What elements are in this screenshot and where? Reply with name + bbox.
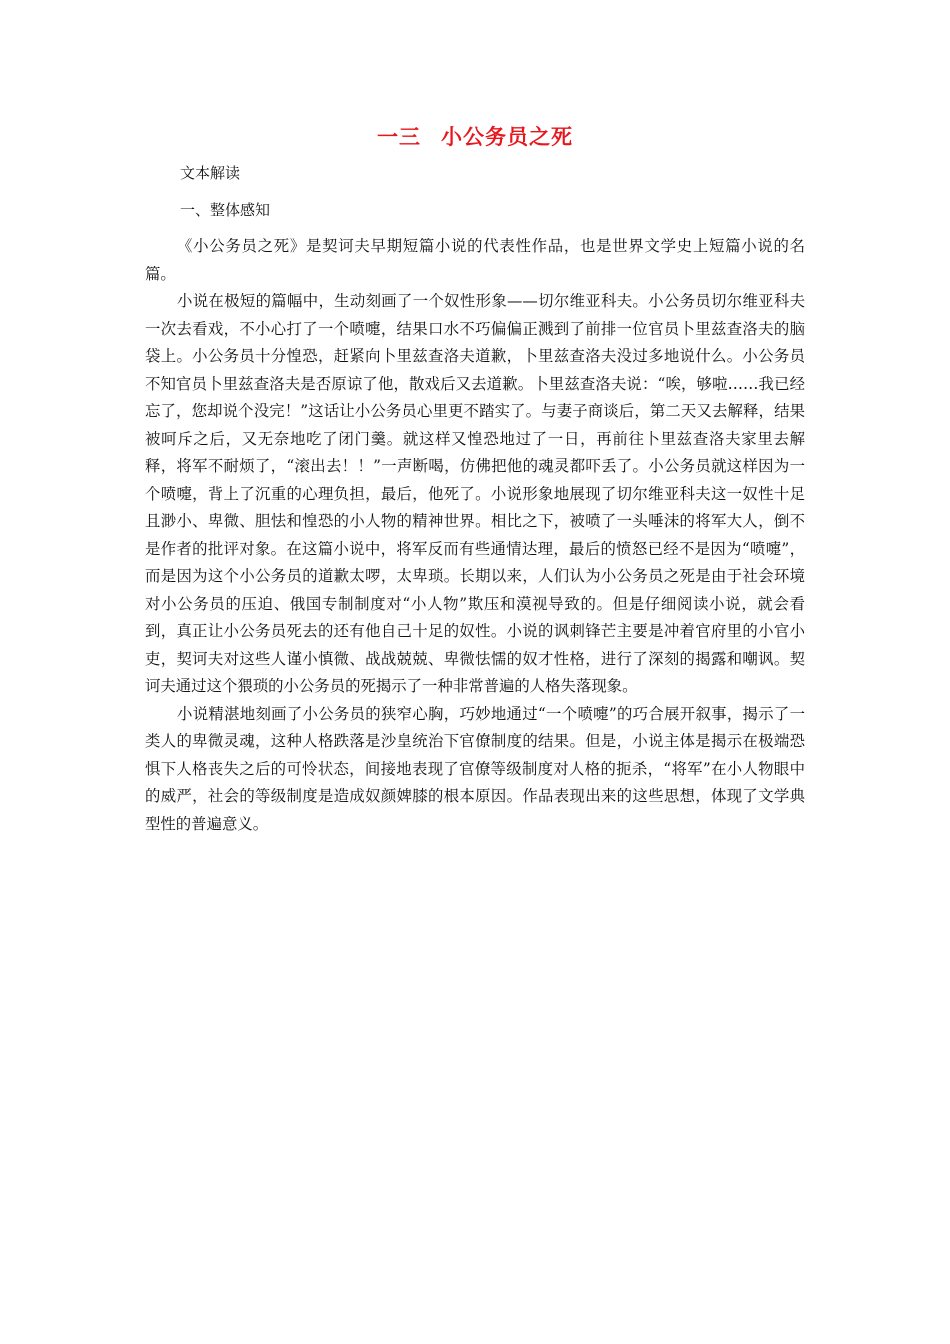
subsection-heading: 一、整体感知 <box>180 201 271 219</box>
section-heading: 文本解读 <box>180 164 241 182</box>
lesson-number: 一三 <box>377 125 421 149</box>
document-title <box>0 122 950 152</box>
paragraph-2: 小说在极短的篇幅中，生动刻画了一个奴性形象——切尔维亚科夫。小公务员切尔维亚科夫一次去看戏，不小心打了一个喷嚏，结果口水不巧偏偏正溅到了前排一位官员卜里兹查洛夫的脑袋上。小公务员十分惶恐，赶紧向卜里兹查洛夫道歉，卜里兹查洛夫没过多地说什么。小公务员不知官员卜里兹查洛夫是否原谅了他，散戏后又去道歉。卜里兹查洛夫说：“唉，够啦……我已经忘了，您却说个没完！”这话让小公务员心里更不踏实了。与妻子商谈后，第二天又去解释，结果被呵斥之后，又无奈地吃了闭门羹。就这样又惶恐地过了一日，再前往卜里兹查洛夫家里去解释，将军不耐烦了，“滚出去！！”一声断喝，仿佛把他的魂灵都吓丢了。小公务员就这样因为一个喷嚏，背上了沉重的心理负担，最后，他死了。小说形象地展现了切尔维亚科夫这一奴性十足且渺小、卑微、胆怯和惶恐的小人物的精神世界。相比之下，被喷了一头唾沫的将军大人，倒不是作者的批评对象。在这篇小说中，将军反而有些通情达理，最后的愤怒已经不是因为“喷嚏”，而是因为这个小公务员的道歉太啰，太卑琐。长期以来，人们认为小公务员之死是由于社会环境对小公务员的压迫、俄国专制制度对“小人物”欺压和漠视导致的。但是仔细阅读小说，就会看到，真正让小公务员死去的还有他自己十足的奴性。小说的讽刺锋芒主要是冲着官府里的小官小吏，契诃夫对这些人谨小慎微、战战兢兢、卑微怯懦的奴才性格，进行了深刻的揭露和嘲讽。契诃夫通过这个猥琐的小公务员的死揭示了一种非常普遍的人格失落现象。 <box>145 292 805 695</box>
lesson-title: 小公务员之死 <box>441 125 573 149</box>
paragraph-1: 《小公务员之死》是契诃夫早期短篇小说的代表性作品，也是世界文学史上短篇小说的名篇。 <box>145 237 805 283</box>
paragraph-3: 小说精湛地刻画了小公务员的狭窄心胸，巧妙地通过“一个喷嚏”的巧合展开叙事，揭示了一类人的卑微灵魂，这种人格跌落是沙皇统治下官僚制度的结果。但是，小说主体是揭示在极端恐惧下人格丧失之后的可怜状态，间接地表现了官僚等级制度对人格的扼杀，“将军”在小人物眼中的威严，社会的等级制度是造成奴颜婢膝的根本原因。作品表现出来的这些思想，体现了文学典型性的普遍意义。 <box>145 704 805 833</box>
body-text <box>145 233 805 838</box>
